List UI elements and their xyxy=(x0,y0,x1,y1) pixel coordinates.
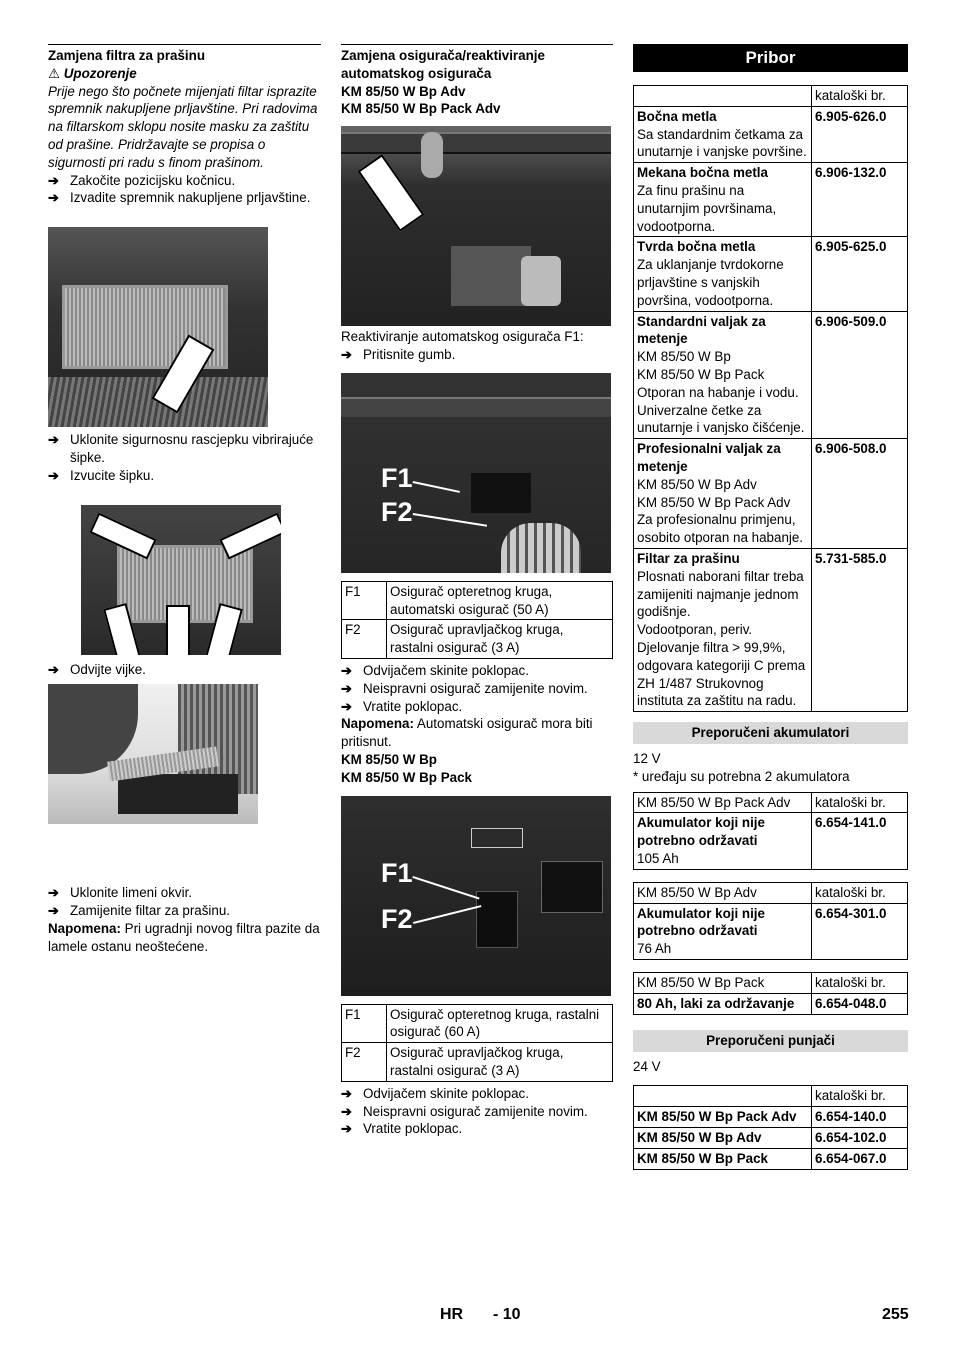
note xyxy=(48,920,321,956)
battery-table-adv xyxy=(633,882,908,960)
step-item: ➔ Odvijte vijke. xyxy=(48,661,146,677)
warning-icon: ⚠ xyxy=(48,65,61,81)
arrow-icon: ➔ xyxy=(48,661,59,677)
battery-table-pack xyxy=(633,972,908,1015)
step-item: ➔ Uklonite sigurnosnu rascjepku vibrirajuće šipke. xyxy=(48,432,314,465)
photo-label-f2: F2 xyxy=(381,496,413,527)
accessories-table xyxy=(633,85,908,712)
table-row: 80 Ah, laki za održavanje 6.654-048.0 xyxy=(634,993,908,1014)
step-item: ➔ Izvadite spremnik nakupljene prljavštine. xyxy=(48,190,311,206)
arrow-icon: ➔ xyxy=(341,662,352,678)
table-row: KM 85/50 W Bp Adv 6.654-102.0 xyxy=(634,1128,908,1149)
arrow-graphic xyxy=(357,154,424,232)
step-item: ➔ Uklonite limeni okvir. xyxy=(48,885,193,901)
arrow-icon: ➔ xyxy=(48,432,59,448)
photo-filter-removal xyxy=(48,684,258,824)
column-dust-filter xyxy=(48,44,321,956)
arrow-icon: ➔ xyxy=(48,190,59,206)
photo-filter-frame xyxy=(48,227,268,427)
photo-fuses-standard xyxy=(341,796,611,996)
table-row: Filtar za prašinu Plosnati naborani filtar treba zamijeniti najmanje jednom godišnje. Vodootporan, periv. Djelovanje filtra > 99,9%, odgovara kategoriji C prema ZH 1/487 Strukovnog instituta za zaštitu na radu. 5.731-585.0 xyxy=(634,548,908,711)
arrow-icon: ➔ xyxy=(341,1103,352,1119)
table-row: Profesionalni valjak za metenje KM 85/50 W Bp Adv KM 85/50 W Bp Pack Adv Za profesionalnu primjenu, osobito otporan na habanje. 6.906-508.0 xyxy=(634,439,908,549)
step-item: ➔ Zamijenite filtar za prašinu. xyxy=(48,903,231,919)
arrow-icon: ➔ xyxy=(48,903,59,919)
model-label: KM 85/50 W Bp xyxy=(341,751,437,767)
step-item: ➔ Pritisnite gumb. xyxy=(341,346,456,362)
table-row: KM 85/50 W Bp Pack 6.654-067.0 xyxy=(634,1148,908,1169)
table-header-row: kataloški br. xyxy=(634,1086,908,1107)
table-row: F1 Osigurač opteretnog kruga, automatski osigurač (50 A) xyxy=(342,581,613,620)
section-title-fuses: Zamjena osigurača/reaktiviranje automatskog osigurača xyxy=(341,48,545,81)
table-row: Standardni valjak za metenje KM 85/50 W Bp KM 85/50 W Bp Pack Otporan na habanje i vodu. Univerzalne četke za unutarnje i vanjsko čišćenje. 6.906-509.0 xyxy=(634,311,908,439)
table-row: F2 Osigurač upravljačkog kruga, rastalni osigurač (3 A) xyxy=(342,620,613,659)
step-item: ➔ Izvucite šipku. xyxy=(48,467,155,483)
arrow-icon: ➔ xyxy=(341,1121,352,1137)
arrow-icon: ➔ xyxy=(48,885,59,901)
warning-text: Prije nego što počnete mijenjati filtar isprazite spremnik nakupljene prljavštine. Pri radovima na filtarskom sklopu nosite masku za zaštitu od prašine. Pridržavajte se propisa o sigurnosti pri radu s finom prašinom. xyxy=(48,83,318,170)
note-text: Automatski osigurač mora biti pritisnut. xyxy=(341,716,593,750)
section-title-chargers: Preporučeni punjači xyxy=(633,1030,908,1052)
model-label: KM 85/50 W Bp Adv xyxy=(341,83,466,99)
battery-table-pack-adv xyxy=(633,792,908,870)
arrow-icon: ➔ xyxy=(48,172,59,188)
section-title-accessories: Pribor xyxy=(633,44,908,72)
photo-label-f2: F2 xyxy=(381,903,413,934)
note-text: Pri ugradnji novog filtra pazite da lamele ostanu neoštećene. xyxy=(48,920,320,954)
step-item: ➔ Vratite poklopac. xyxy=(341,1121,463,1137)
step-item: ➔ Zakočite pozicijsku kočnicu. xyxy=(48,172,236,188)
footer-lang: HR xyxy=(440,1306,464,1323)
battery-voltage: 12 V xyxy=(633,751,661,767)
step-item: ➔ Odvijačem skinite poklopac. xyxy=(341,1085,529,1101)
table-row: Mekana bočna metla Za finu prašinu na unutarnjim površinama, vodootporna. 6.906-132.0 xyxy=(634,163,908,237)
table-row: Akumulator koji nije potrebno održavati 76 Ah 6.654-301.0 xyxy=(634,903,908,959)
note-label: Napomena: xyxy=(341,716,414,732)
reactivate-text: Reaktiviranje automatskog osigurača F1: xyxy=(341,329,584,345)
photo-fuses-adv xyxy=(341,373,611,573)
arrow-icon: ➔ xyxy=(341,698,352,714)
arrow-icon: ➔ xyxy=(48,467,59,483)
photo-filter-screws xyxy=(81,505,281,655)
section-title-batteries: Preporučeni akumulatori xyxy=(633,722,908,744)
step-item: ➔ Neispravni osigurač zamijenite novim. xyxy=(341,1103,588,1119)
charger-table xyxy=(633,1085,908,1169)
column-fuses xyxy=(341,44,613,1138)
step-item: ➔ Neispravni osigurač zamijenite novim. xyxy=(341,680,588,696)
table-row: KM 85/50 W Bp Pack Adv 6.654-140.0 xyxy=(634,1107,908,1128)
table-header-row: KM 85/50 W Bp Adv kataloški br. xyxy=(634,882,908,903)
warning-heading xyxy=(48,65,321,83)
table-row: Tvrda bočna metla Za uklanjanje tvrdokorne prljavštine s vanjskih površina, vodootporna. 6.905-625.0 xyxy=(634,237,908,311)
table-header-row: kataloški br. xyxy=(634,86,908,107)
page-number: 255 xyxy=(882,1306,909,1323)
fuse-table-adv xyxy=(341,581,613,659)
warning-label: Upozorenje xyxy=(63,65,137,81)
table-row: F1 Osigurač opteretnog kruga, rastalni osigurač (60 A) xyxy=(342,1004,613,1043)
note-label: Napomena: xyxy=(48,920,121,936)
arrow-icon: ➔ xyxy=(341,1085,352,1101)
arrow-icon: ➔ xyxy=(341,346,352,362)
table-row: F2 Osigurač upravljačkog kruga, rastalni osigurač (3 A) xyxy=(342,1043,613,1082)
battery-note: * uređaju su potrebna 2 akumulatora xyxy=(633,768,850,784)
photo-label-f1: F1 xyxy=(381,462,413,493)
model-label: KM 85/50 W Bp Pack Adv xyxy=(341,101,501,117)
table-row: Bočna metla Sa standardnim četkama za unutarnje i vanjske površine. 6.905-626.0 xyxy=(634,106,908,162)
fuse-table-standard xyxy=(341,1004,613,1082)
arrow-icon: ➔ xyxy=(341,680,352,696)
step-item: ➔ Odvijačem skinite poklopac. xyxy=(341,662,529,678)
model-label: KM 85/50 W Bp Pack xyxy=(341,769,472,785)
photo-auto-fuse xyxy=(341,126,611,326)
column-accessories xyxy=(633,44,908,1170)
charger-voltage: 24 V xyxy=(633,1058,661,1074)
step-item: ➔ Vratite poklopac. xyxy=(341,698,463,714)
table-header-row: KM 85/50 W Bp Pack Adv kataloški br. xyxy=(634,792,908,813)
table-header-row: KM 85/50 W Bp Pack kataloški br. xyxy=(634,973,908,994)
note xyxy=(341,715,613,751)
photo-label-f1: F1 xyxy=(381,857,413,888)
table-row: Akumulator koji nije potrebno održavati 105 Ah 6.654-141.0 xyxy=(634,813,908,869)
section-title-dust-filter: Zamjena filtra za prašinu xyxy=(48,48,206,63)
footer-section-page: - 10 xyxy=(493,1306,521,1323)
